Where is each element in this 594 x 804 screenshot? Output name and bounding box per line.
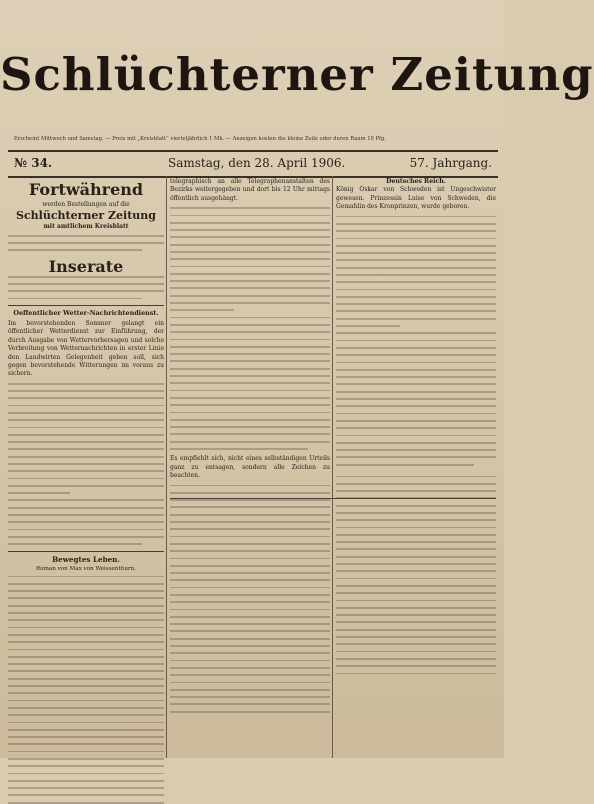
issue-date: Samstag, den 28. April 1906. (168, 156, 346, 170)
serial-title: Bewegtes Leben. (52, 554, 120, 564)
column-2 (170, 176, 330, 758)
issue-number: № 34. (14, 156, 53, 170)
section-divider (8, 551, 164, 552)
volume-year: 57. Jahrgang. (409, 156, 492, 170)
feuilleton-divider (170, 498, 496, 499)
weather-section-heading: Oeffentlicher Wetter-Nachrichtendienst. (13, 308, 159, 317)
weather-continued-text: telegraphisch an alle Telegraphenanstalten des Bezirks weitergegeben und dort bis 12 Uhr mittags öffentlich ausgehängt. (170, 178, 330, 202)
inserate-block (8, 257, 164, 276)
inserate-word: Inserate (48, 256, 124, 276)
section-divider (8, 305, 164, 306)
subscription-title: Schlüchterner Zeitung (16, 209, 156, 223)
publication-info: Erscheint Mittwoch und Samstag. — Preis mit „Kreisblatt“ vierteljährlich 1 Mk. — Anzeigen kosten die kleine Zeile oder deren Raum 10 Pfg. (14, 136, 386, 142)
column-2-lower-body (170, 485, 330, 713)
column-3 (336, 176, 496, 758)
politics-text: König Oskar von Schweden ist Ungeschwister gewesen. Prinzessin Luise von Schweden, die Gemahlin des Kronprinzen, wurde geboren. (336, 186, 496, 211)
column-rule (332, 176, 333, 758)
column-3-body (336, 216, 496, 466)
weather-section-body (8, 383, 164, 545)
column-2-body (170, 207, 330, 450)
serial-body (8, 576, 164, 804)
subscription-body (8, 235, 164, 251)
subscription-line: werden Bestellungen auf die (42, 201, 130, 208)
subscription-heading: Fortwährend (28, 180, 144, 199)
inserate-body (8, 276, 164, 300)
newspaper-title: Schlüchterner Zeitung (0, 48, 594, 101)
column-3-lower-body (336, 476, 496, 675)
subscription-subtitle: mit amtlichem Kreisblatt (43, 223, 129, 231)
dateline (8, 150, 498, 178)
politics-heading: Deutsches Reich. (386, 178, 446, 185)
column-1 (8, 176, 164, 758)
weather-section-text: Im bevorstehenden Sommer gelangt ein öffentlicher Wetterdienst zur Einführung, der durch Ausgabe von Wettervorhersagen und solche Verbreitung von Wetternachrichten in erster Linie den Landwirten Gelegenheit geben soll, sich gegen bevorstehende Witterungen im voraus zu sichern. (8, 319, 164, 378)
masthead (0, 20, 594, 132)
weather-closing-text: Es empfiehlt sich, nicht eines selbständigen Urteils ganz zu entsagen, sondern alle Zeichen zu beachten. (170, 455, 330, 480)
column-rule (166, 176, 167, 758)
serial-author: Roman von Max von Weissenthurn. (36, 565, 136, 572)
